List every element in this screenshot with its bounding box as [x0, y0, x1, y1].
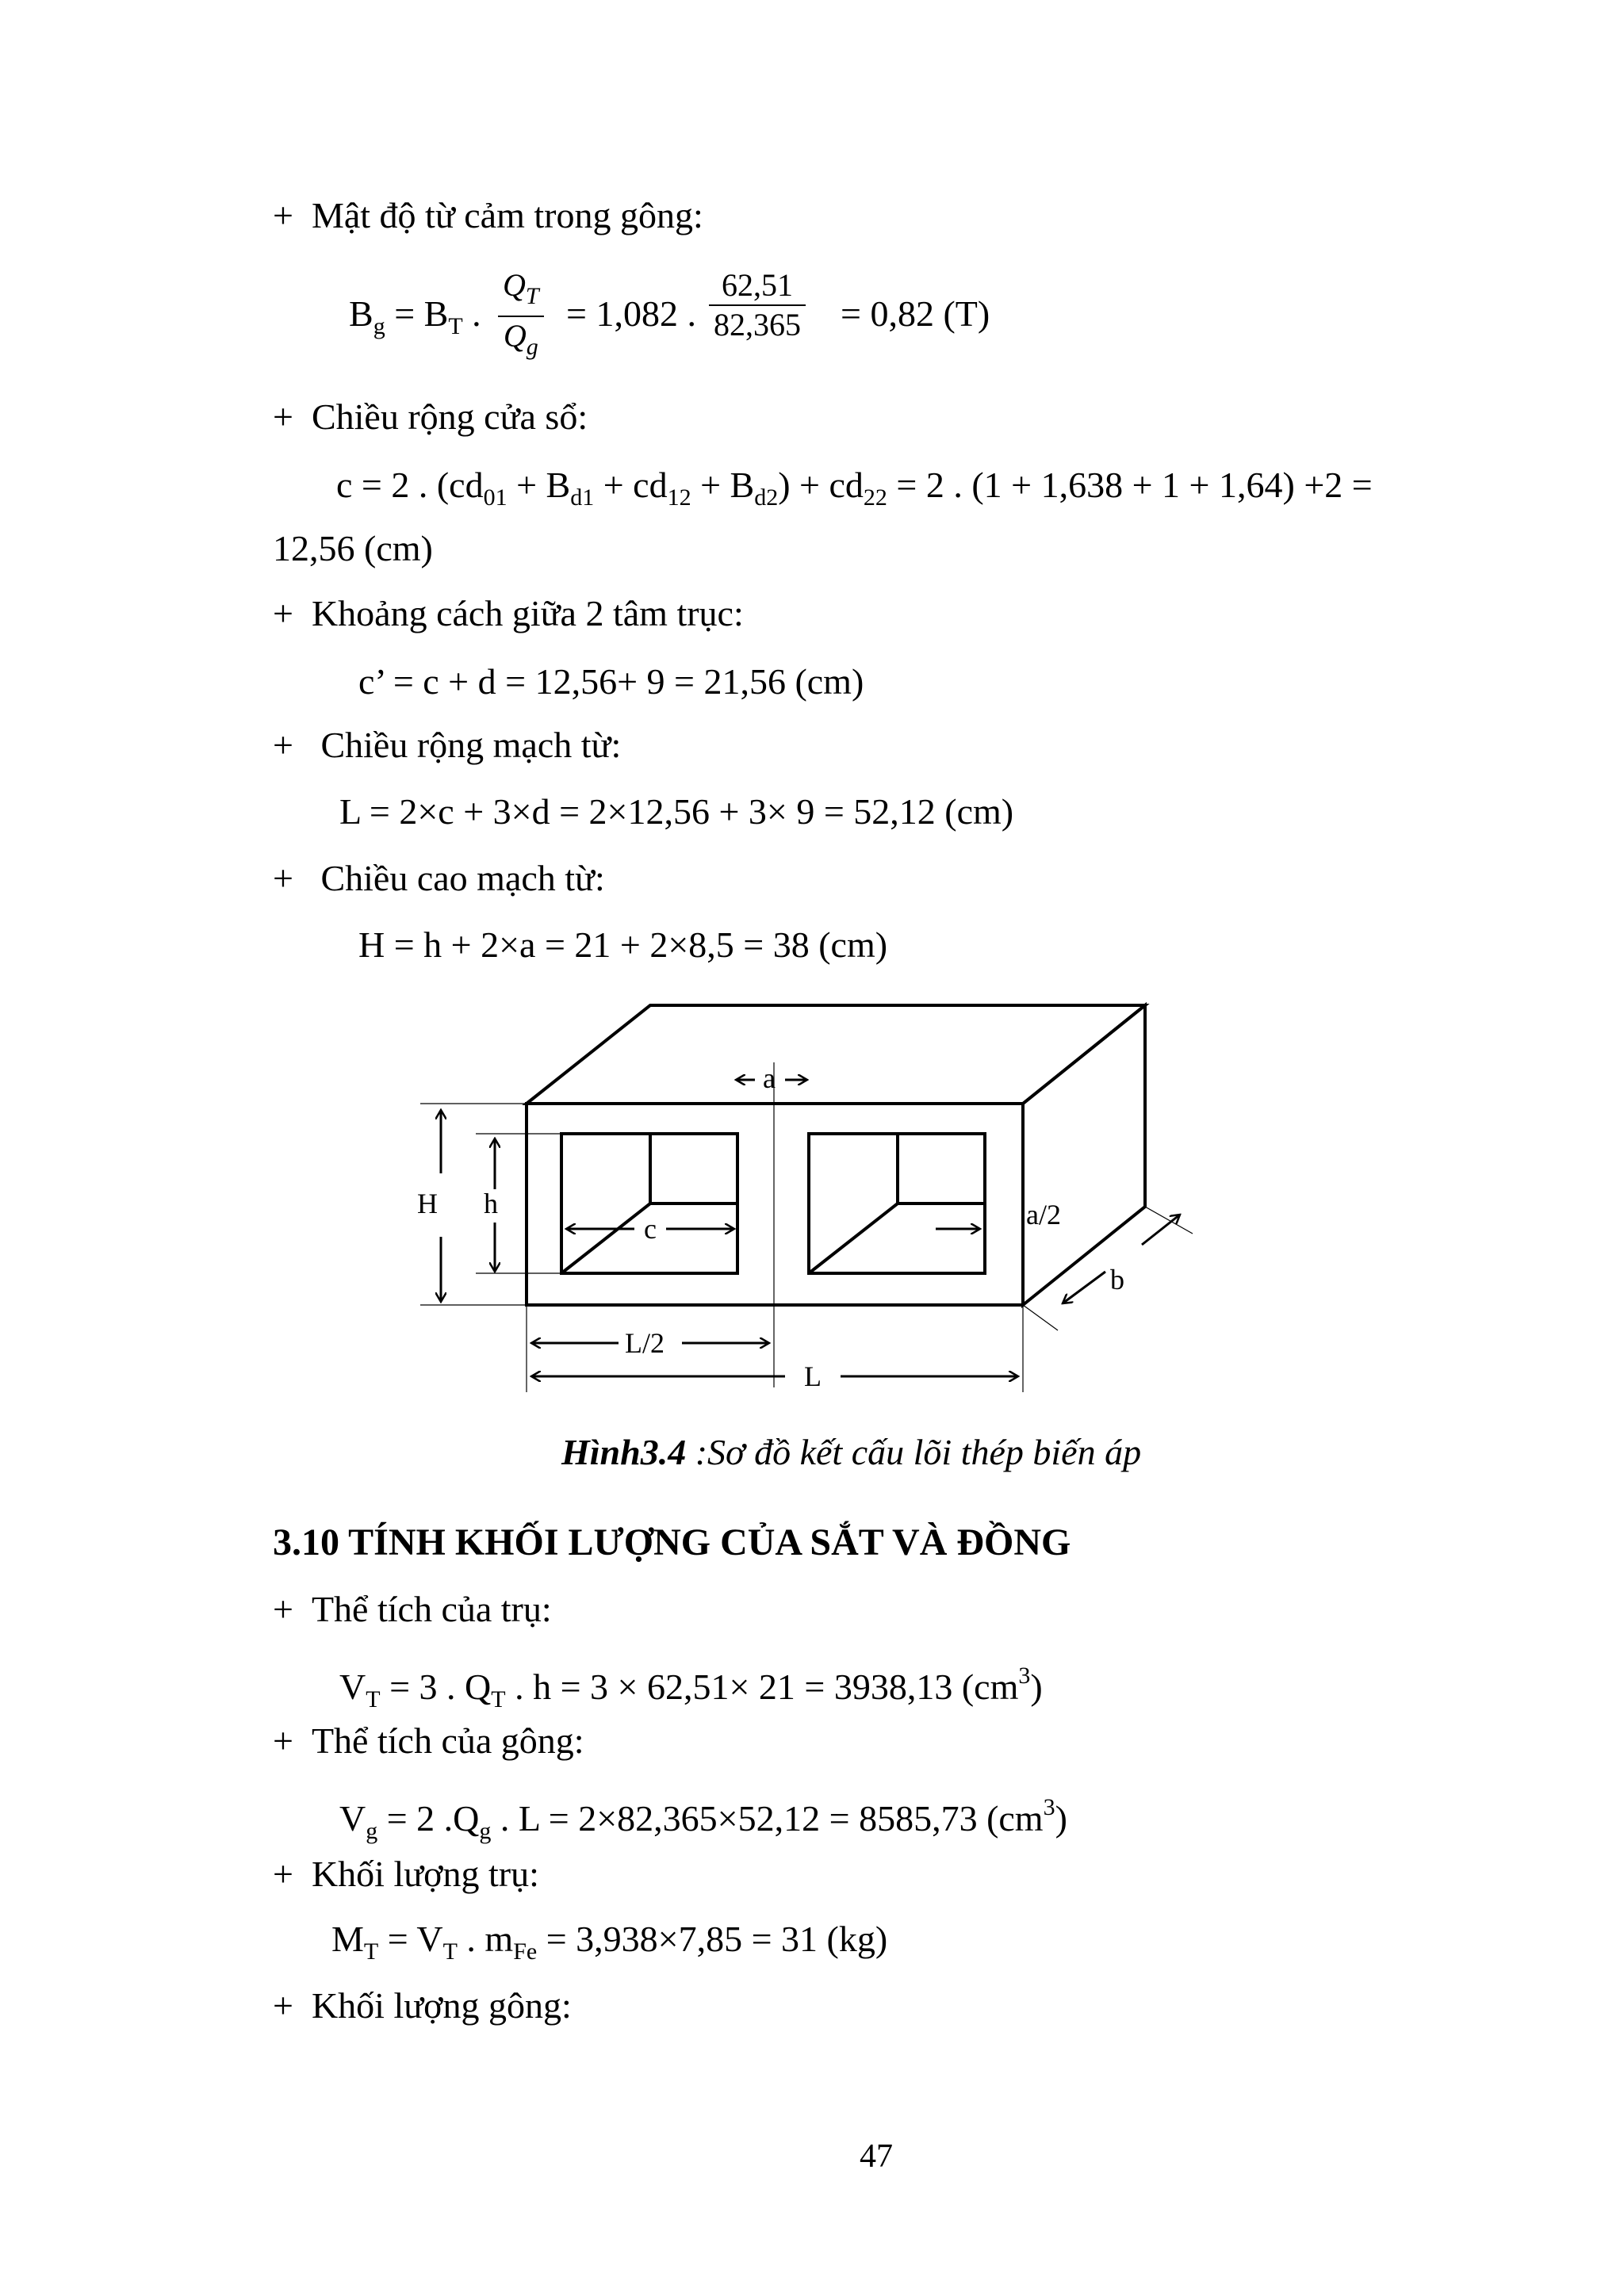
c-part-c: + cd: [594, 465, 668, 505]
bg-dot: .: [472, 293, 481, 334]
core-outline: [527, 1005, 1145, 1305]
c-part-a: c = 2 . (cd: [336, 465, 484, 505]
bg-result: = 0,82 (T): [841, 293, 990, 334]
vg-sub: g: [366, 1818, 378, 1844]
vg-sub2: g: [479, 1818, 492, 1844]
yoke-volume-label: Thể tích của gông:: [311, 1720, 584, 1761]
frac1-den-sub: g: [526, 334, 538, 360]
c-sub5: 22: [863, 484, 887, 511]
frac2-num: 62,51: [709, 266, 806, 306]
vt-b: . h = 3 × 62,51× 21 = 3938,13 (cm: [505, 1667, 1019, 1707]
core-width-label: Chiều rộng mạch từ:: [320, 725, 622, 765]
vg-formula: [339, 1785, 1067, 1854]
bullet-column-volume: [273, 1587, 552, 1632]
c-sub4: d2: [754, 484, 779, 511]
dimension-labels: [417, 1062, 1124, 1392]
caption-number: Hình3.4: [561, 1432, 687, 1472]
b-arrow-up: [1142, 1215, 1180, 1245]
label-h: h: [484, 1188, 498, 1219]
vt-a: = 3 . Q: [380, 1667, 492, 1707]
figure-caption: [561, 1430, 1141, 1475]
label-a: a: [763, 1062, 776, 1094]
bullet-yoke-mass: [273, 1984, 572, 2028]
vt-c: ): [1030, 1667, 1043, 1707]
vg-a: = 2 .Q: [377, 1798, 480, 1839]
vg-v: V: [339, 1798, 366, 1839]
bullet-plus: +: [273, 858, 293, 898]
c-formula-cont: 12,56 (cm): [273, 528, 433, 568]
bg-sub: g: [373, 313, 385, 339]
mt-c: = 3,938×7,85 = 31 (kg): [537, 1919, 888, 1959]
H-formula: H = h + 2×a = 21 + 2×8,5 = 38 (cm): [358, 924, 888, 965]
c-sub3: 12: [667, 484, 691, 511]
label-a-half: a/2: [1026, 1199, 1061, 1230]
column-volume-label: Thể tích của trụ:: [311, 1589, 552, 1629]
page-number: 47: [860, 2138, 893, 2175]
bullet-yoke-volume: [273, 1719, 584, 1763]
window-width-label: Chiều rộng cửa sổ:: [311, 396, 588, 437]
mt-sub2: T: [442, 1938, 458, 1965]
vt-formula: [339, 1654, 1043, 1722]
right-window: [809, 1134, 985, 1273]
vg-c: ): [1055, 1798, 1067, 1839]
caption-text: :Sơ đồ kết cấu lõi thép biến áp: [686, 1432, 1142, 1472]
mt-b: . m: [457, 1919, 514, 1959]
section-heading: 3.10 TÍNH KHỐI LƯỢNG CỦA SẮT VÀ ĐỒNG: [273, 1521, 1071, 1563]
frac1-num-sub: T: [525, 283, 539, 309]
frac1-num-q: Q: [503, 267, 526, 303]
b-arrow-down: [1063, 1272, 1105, 1303]
frac2-den: 82,365: [714, 307, 801, 342]
mt-a: = V: [378, 1919, 443, 1959]
label-H: H: [417, 1188, 438, 1219]
bullet-plus: +: [273, 593, 293, 633]
yoke-mass-label: Khối lượng gông:: [311, 1985, 572, 2026]
mt-formula: [331, 1917, 887, 1974]
label-b: b: [1110, 1264, 1124, 1295]
vt-sub2: T: [491, 1686, 506, 1712]
mt-fe: Fe: [513, 1938, 538, 1965]
bullet-plus: +: [273, 396, 293, 437]
c-sub1: 01: [483, 484, 508, 511]
label-L: L: [804, 1360, 822, 1392]
vt-sub: T: [366, 1686, 381, 1712]
bullet-plus: +: [273, 1854, 293, 1894]
core-side-face: [1023, 1005, 1145, 1305]
frac1-den-q: Q: [503, 318, 527, 354]
vg-b: . L = 2×82,365×52,12 = 8585,73 (cm: [491, 1798, 1044, 1839]
mt-m: M: [331, 1919, 364, 1959]
c-part-f: = 2 . (1 + 1,638 + 1 + 1,64) +2 =: [887, 465, 1373, 505]
bullet-column-mass: [273, 1852, 539, 1896]
label-L-half: L/2: [625, 1327, 665, 1359]
label-c: c: [644, 1213, 657, 1245]
core-height-label: Chiều cao mạch từ:: [320, 858, 605, 898]
axis-distance-label: Khoảng cách giữa 2 tâm trục:: [311, 593, 744, 633]
bullet-plus: +: [273, 725, 293, 765]
L-formula: L = 2×c + 3×d = 2×12,56 + 3× 9 = 52,12 (cm): [339, 791, 1014, 832]
column-mass-label: Khối lượng trụ:: [311, 1854, 539, 1894]
c-sub2: d1: [570, 484, 595, 511]
c-part-d: + B: [691, 465, 755, 505]
bg-eq: = B: [394, 293, 449, 334]
vg-sup: 3: [1043, 1794, 1055, 1820]
bullet-plus: +: [273, 195, 293, 235]
mt-sub: T: [363, 1938, 379, 1965]
c-part-e: ) + cd: [778, 465, 864, 505]
vt-sup: 3: [1018, 1663, 1031, 1689]
bg-symbol: B: [349, 293, 373, 334]
core-top-face: [527, 1005, 1145, 1104]
flux-density-label: Mật độ từ cảm trong gông:: [311, 195, 703, 235]
left-window: [561, 1134, 737, 1273]
bt-sub: T: [448, 313, 463, 339]
bullet-plus: +: [273, 1720, 293, 1761]
c-part-b: + B: [507, 465, 571, 505]
bg-mid: = 1,082 .: [566, 293, 696, 334]
bullet-plus: +: [273, 1985, 293, 2026]
vt-v: V: [339, 1667, 366, 1707]
cprime-formula: c’ = c + d = 12,56+ 9 = 21,56 (cm): [358, 661, 864, 702]
bullet-plus: +: [273, 1589, 293, 1629]
